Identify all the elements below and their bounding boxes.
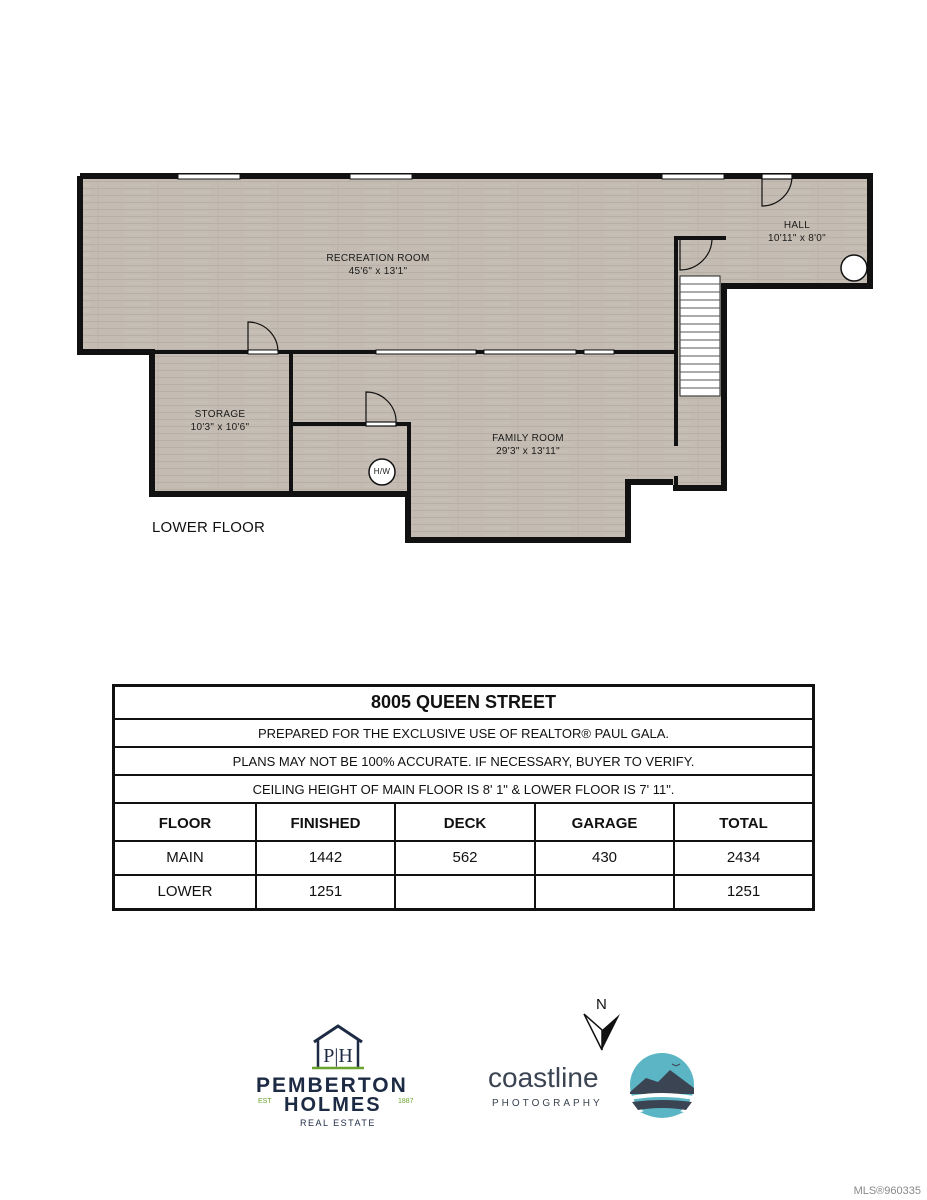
header-garage: GARAGE — [536, 804, 675, 840]
header-floor: FLOOR — [115, 804, 257, 840]
cell: 2434 — [726, 849, 761, 866]
room-name: STORAGE — [194, 409, 246, 420]
table-title: 8005 QUEEN STREET — [115, 687, 812, 720]
hall-fixture — [841, 255, 867, 281]
room-name: FAMILY ROOM — [492, 433, 564, 444]
cell: LOWER — [115, 876, 257, 908]
pemberton-holmes-logo — [248, 1022, 428, 1132]
header-finished: FINISHED — [257, 804, 396, 840]
header-total: TOTAL — [719, 815, 768, 832]
table-note: PLANS MAY NOT BE 100% ACCURATE. IF NECESSARY, BUYER TO VERIFY. — [115, 748, 812, 776]
est-year: 1887 — [398, 1098, 414, 1105]
cell: 430 — [536, 842, 675, 874]
compass-arrow-icon — [580, 1012, 624, 1054]
table-note: PREPARED FOR THE EXCLUSIVE USE OF REALTOR® PAUL GALA. — [115, 720, 812, 748]
table-row — [115, 876, 812, 908]
mls-number: MLS®960335 — [853, 1185, 921, 1197]
coastline-emblem-icon — [628, 1052, 696, 1118]
room-hall — [742, 219, 852, 245]
real-estate-word: REAL ESTATE — [300, 1118, 376, 1128]
room-recreation — [298, 252, 458, 278]
hw-label: H/W — [373, 467, 391, 476]
est-label: EST — [258, 1098, 272, 1105]
room-dims: 45'6" x 13'1" — [348, 266, 408, 277]
room-dims: 10'11" x 8'0" — [767, 233, 826, 244]
coastline-word: coastline — [488, 1062, 599, 1093]
room-name: HALL — [783, 220, 811, 231]
cell: MAIN — [115, 842, 257, 874]
room-storage — [150, 408, 290, 434]
table-note: CEILING HEIGHT OF MAIN FLOOR IS 8' 1" & LOWER FLOOR IS 7' 11". — [115, 776, 812, 804]
cell: 1251 — [726, 883, 761, 900]
coastline-logo — [488, 1052, 698, 1118]
cell: 1251 — [257, 876, 396, 908]
room-name: RECREATION ROOM — [326, 253, 430, 264]
header-deck: DECK — [396, 804, 536, 840]
room-dims: 29'3" x 13'11" — [496, 446, 560, 457]
ph-monogram: P|H — [323, 1045, 353, 1067]
table-row — [115, 842, 812, 876]
floor-label: LOWER FLOOR — [152, 519, 266, 536]
cell — [396, 876, 536, 908]
pemberton-word: PEMBERTON — [256, 1074, 408, 1097]
photography-word: PHOTOGRAPHY — [492, 1098, 603, 1109]
table-header-row — [115, 804, 812, 842]
room-dims: 10'3" x 10'6" — [190, 422, 250, 433]
cell — [536, 876, 675, 908]
stairs — [680, 276, 720, 396]
room-family — [458, 432, 598, 458]
north-compass — [580, 996, 624, 1054]
area-table — [112, 684, 815, 911]
holmes-word: HOLMES — [284, 1094, 382, 1116]
cell: 562 — [396, 842, 536, 874]
north-letter: N — [596, 996, 607, 1013]
cell: 1442 — [257, 842, 396, 874]
house-icon — [310, 1022, 366, 1072]
